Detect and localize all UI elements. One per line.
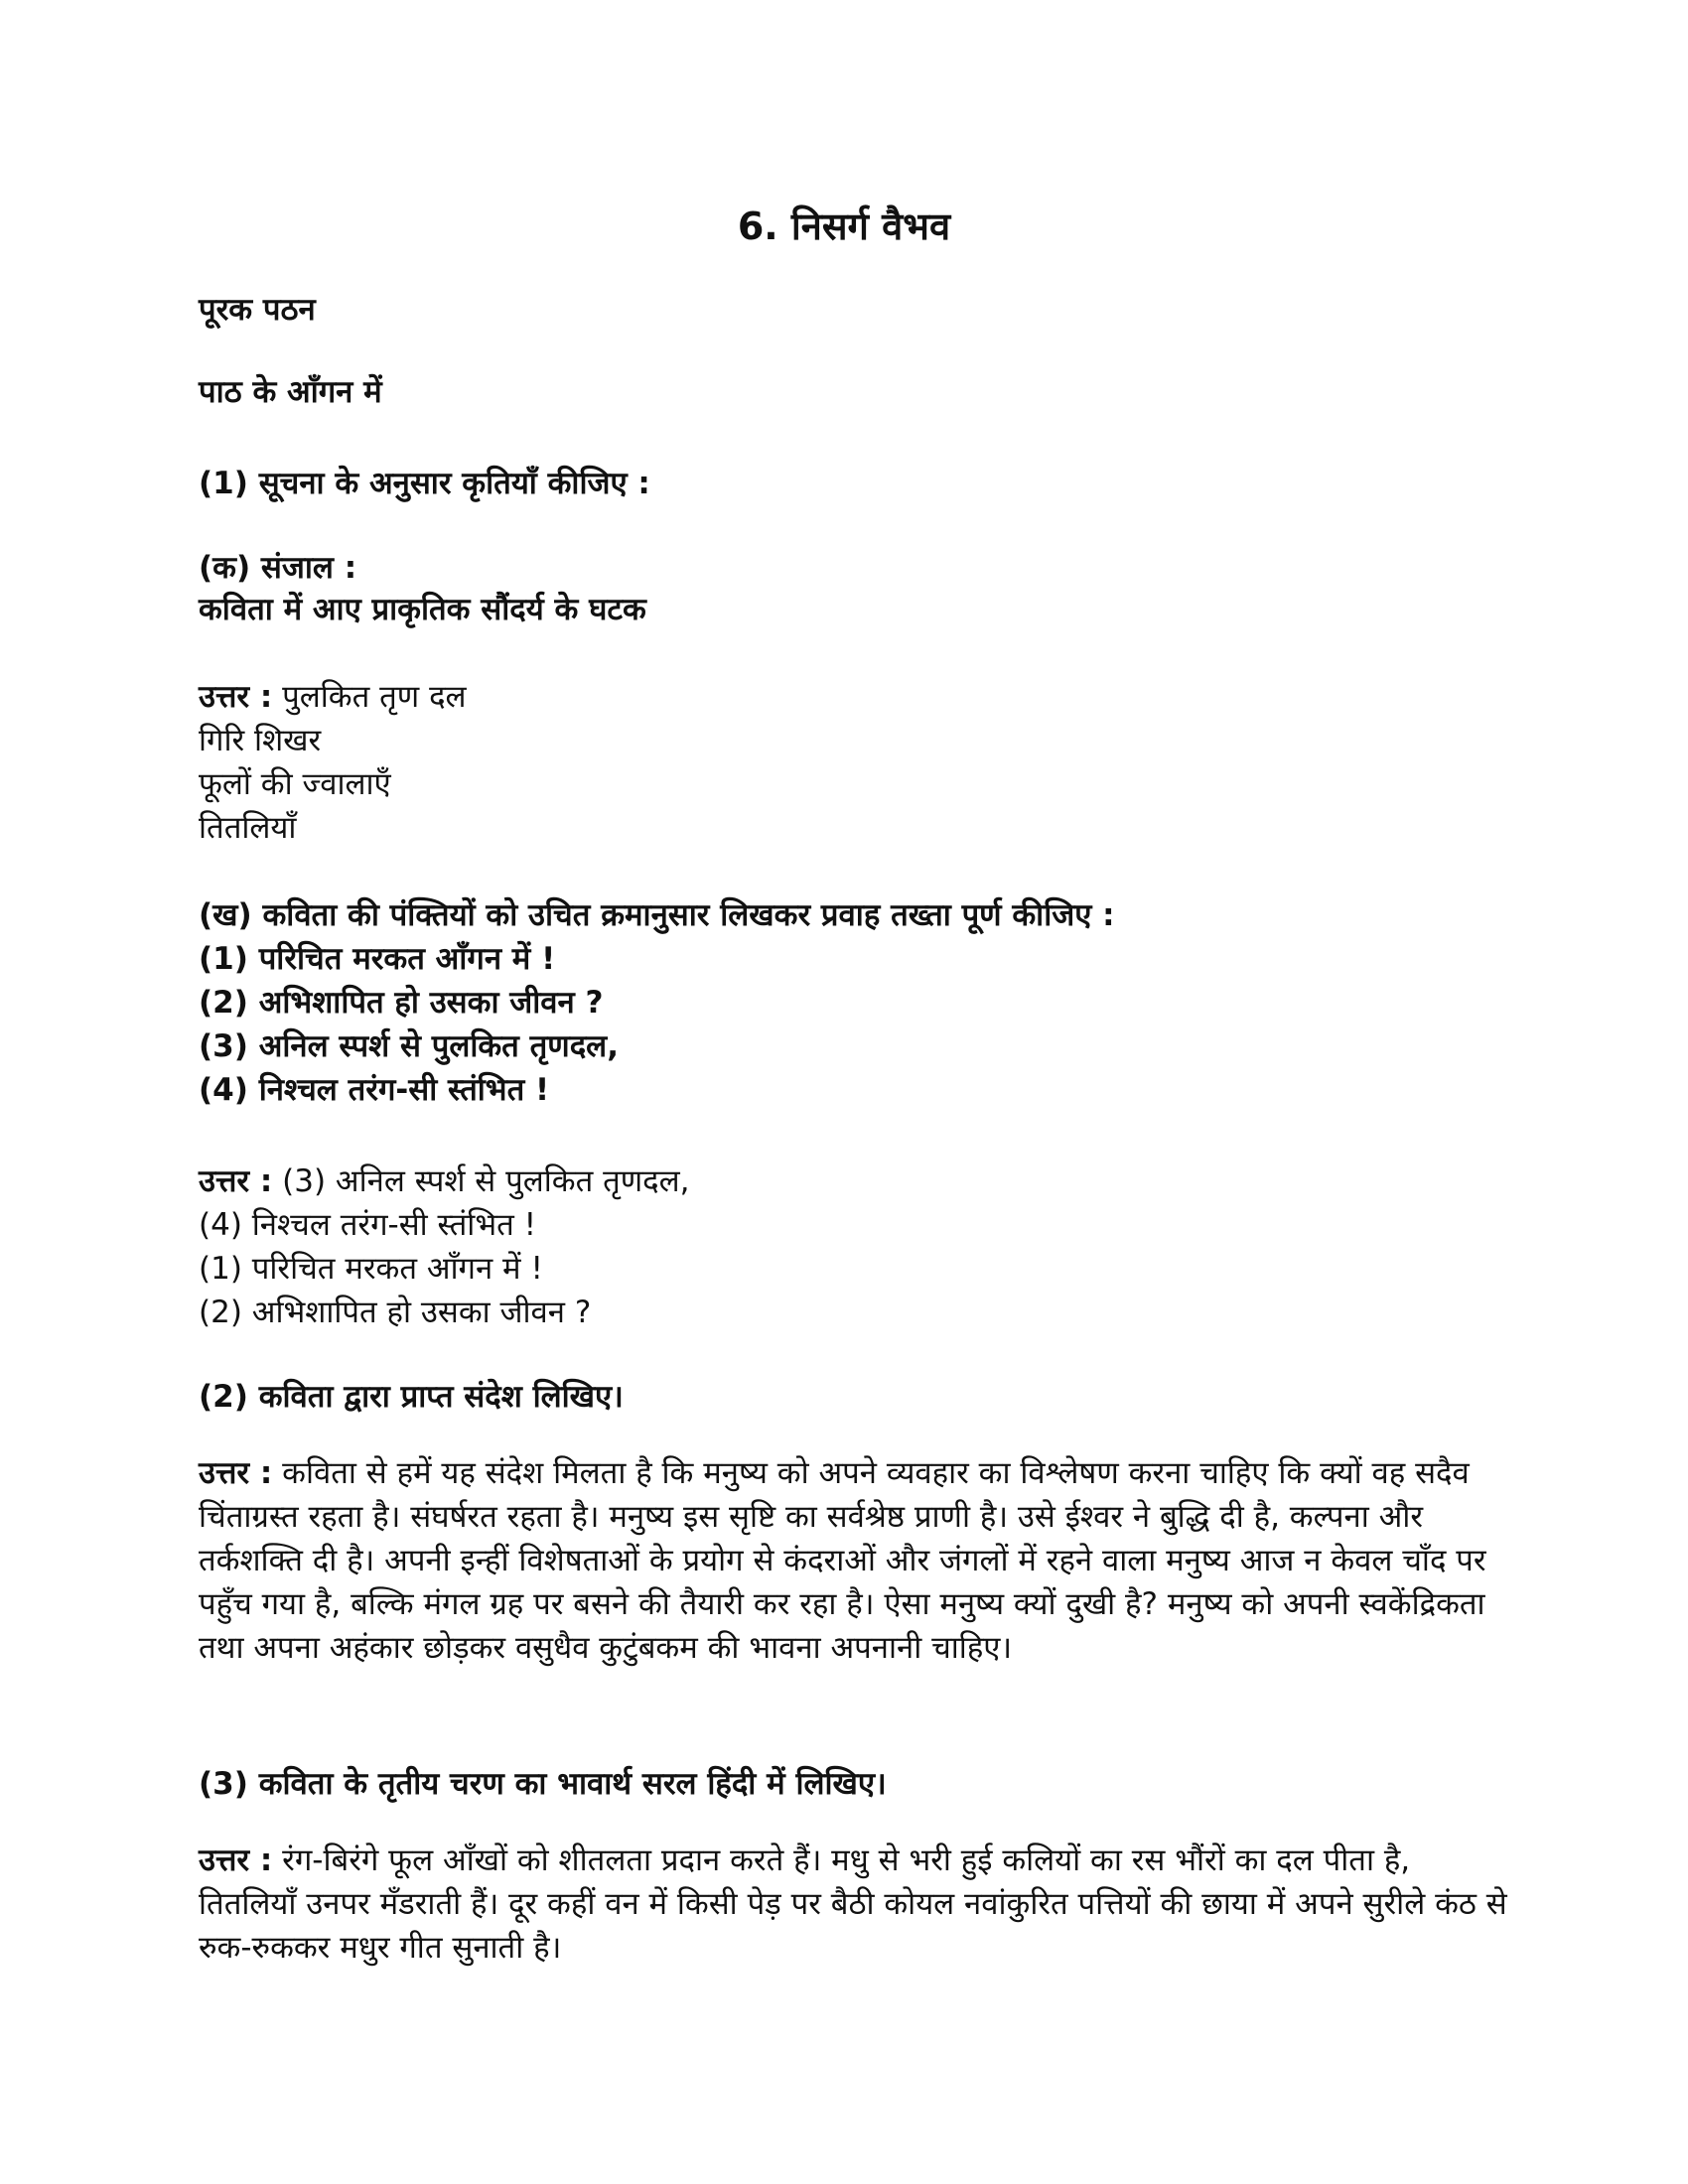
answer-label: उत्तर :: [199, 1455, 273, 1491]
question-2-answer: [199, 1451, 1509, 1670]
question-1-kha-text: (ख) कविता की पंक्तियों को उचित क्रमानुसार लिखकर प्रवाह तख्ता पूर्ण कीजिए :: [199, 897, 1115, 933]
kha-line: (2) अभिशापित हो उसका जीवन ?: [199, 985, 604, 1021]
kha-line: (4) निश्चल तरंग-सी स्तंभित !: [199, 1072, 550, 1108]
answer-item: (3) अनिल स्पर्श से पुलकित तृणदल,: [282, 1163, 690, 1199]
answer-item: तितलियाँ: [199, 810, 297, 846]
question-1-ka-answer-line: [199, 675, 1499, 719]
answer-item: फूलों की ज्वालाएँ: [199, 766, 391, 802]
question-3-answer: [199, 1839, 1509, 1970]
question-1-ka-label: (क) संजाल :: [199, 550, 357, 586]
answer-label: उत्तर :: [199, 1843, 273, 1878]
question-3-heading: (3) कविता के तृतीय चरण का भावार्थ सरल हिंदी में लिखिए।: [199, 1766, 887, 1802]
question-1-heading: (1) सूचना के अनुसार कृतियाँ कीजिए :: [199, 466, 650, 501]
kha-line: (3) अनिल स्पर्श से पुलकित तृणदल,: [199, 1028, 619, 1064]
answer-item: (4) निश्चल तरंग-सी स्तंभित !: [199, 1207, 537, 1243]
answer-item: (2) अभिशापित हो उसका जीवन ?: [199, 1295, 592, 1330]
question-1-kha-answer-line: [199, 1160, 1499, 1203]
section-label: पूरक पठन: [199, 292, 316, 328]
answer-item: (1) परिचित मरकत आँगन में !: [199, 1251, 543, 1287]
answer-text: रंग-बिरंगे फूल आँखों को शीतलता प्रदान करते हैं। मधु से भरी हुई कलियों का रस भौंरों का दल पीता है, तितलियाँ उनपर मँडराती हैं। दूर कहीं वन में किसी पेड़ पर बैठी कोयल नवांकुरित पत्तियों की छाया में अपने सुरीले कंठ से रुक-रुककर मधुर गीत सुनाती है।: [199, 1843, 1507, 1966]
page-title: 6. निसर्ग वैभव: [737, 205, 951, 248]
answer-text: कविता से हमें यह संदेश मिलता है कि मनुष्य को अपने व्यवहार का विश्लेषण करना चाहिए कि क्यों वह सदैव चिंताग्रस्त रहता है। संघर्षरत रहता है। मनुष्य इस सृष्टि का सर्वश्रेष्ठ प्राणी है। उसे ईश्वर ने बुद्धि दी है, कल्पना और तर्कशक्ति दी है। अपनी इन्हीं विशेषताओं के प्रयोग से कंदराओं और जंगलों में रहने वाला मनुष्य आज न केवल चाँद पर पहुँच गया है, बल्कि मंगल ग्रह पर बसने की तैयारी कर रहा है। ऐसा मनुष्य क्यों दुखी है? मनुष्य को अपनी स्वकेंद्रिकता तथा अपना अहंकार छोड़कर वसुधैव कुटुंबकम की भावना अपनानी चाहिए।: [199, 1455, 1486, 1666]
question-2-heading: (2) कविता द्वारा प्राप्त संदेश लिखिए।: [199, 1379, 624, 1415]
answer-item: पुलकित तृण दल: [282, 679, 467, 715]
subsection-label: पाठ के आँगन में: [199, 374, 382, 410]
answer-label: उत्तर :: [199, 1163, 273, 1199]
kha-line: (1) परिचित मरकत आँगन में !: [199, 941, 556, 977]
question-1-ka-text: कविता में आए प्राकृतिक सौंदर्य के घटक: [199, 592, 646, 627]
answer-item: गिरि शिखर: [199, 723, 322, 758]
answer-label: उत्तर :: [199, 679, 273, 715]
